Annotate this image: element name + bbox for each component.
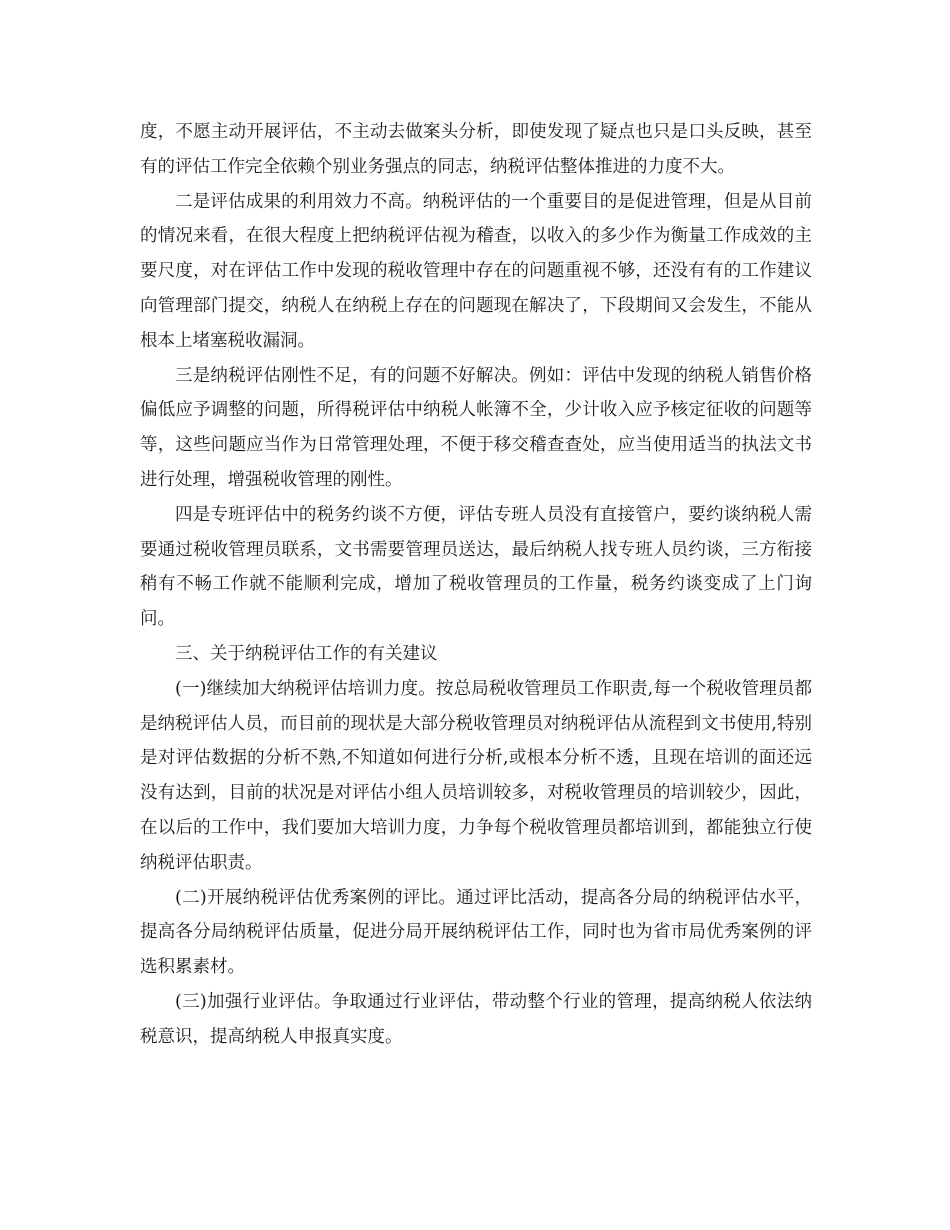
paragraph-point-four: 四是专班评估中的税务约谈不方便，评估专班人员没有直接管户，要约谈纳税人需要通过税收管理员联系，文书需要管理员送达，最后纳税人找专班人员约谈，三方衔接稍有不畅工作就不能顺利完成，增加了税收管理员的工作量，税务约谈变成了上门询问。 bbox=[140, 504, 812, 630]
paragraph-continuation: 度，不愿主动开展评估，不主动去做案头分析，即使发现了疑点也只是口头反映，甚至有的评估工作完全依赖个别业务强点的同志，纳税评估整体推进的力度不大。 bbox=[140, 122, 812, 177]
paragraph-suggestion-one: (一)继续加大纳税评估培训力度。按总局税收管理员工作职责,每一个税收管理员都是纳税评估人员，而目前的现状是大部分税收管理员对纳税评估从流程到文书使用,特别是对评估数据的分析不熟,不知道如何进行分析,或根本分析不透，且现在培训的面还远没有达到，目前的状况是对评估小组人员培训较多，对税收管理员的培训较少，因此，在以后的工作中，我们要加大培训力度，力争每个税收管理员都培训到，都能独立行使纳税评估职责。 bbox=[140, 678, 812, 873]
section-heading-suggestions: 三、关于纳税评估工作的有关建议 bbox=[175, 643, 438, 664]
paragraph-suggestion-three: (三)加强行业评估。争取通过行业评估，带动整个行业的管理，提高纳税人依法纳税意识，提高纳税人申报真实度。 bbox=[140, 991, 812, 1047]
paragraph-point-three: 三是纳税评估刚性不足，有的问题不好解决。例如：评估中发现的纳税人销售价格偏低应予调整的问题，所得税评估中纳税人帐簿不全，少计收入应予核定征收的问题等等，这些问题应当作为日常管理处理，不便于移交稽查查处，应当使用适当的执法文书进行处理，增强税收管理的刚性。 bbox=[140, 365, 812, 490]
document-body bbox=[140, 115, 812, 1055]
paragraph-point-two: 二是评估成果的利用效力不高。纳税评估的一个重要目的是促进管理，但是从目前的情况来看，在很大程度上把纳税评估视为稽查，以收入的多少作为衡量工作成效的主要尺度，对在评估工作中发现的税收管理中存在的问题重视不够，还没有有的工作建议向管理部门提交，纳税人在纳税上存在的问题现在解决了，下段期间又会发生，不能从根本上堵塞税收漏洞。 bbox=[140, 191, 812, 351]
paragraph-suggestion-two: (二)开展纳税评估优秀案例的评比。通过评比活动，提高各分局的纳税评估水平，提高各分局纳税评估质量，促进分局开展纳税评估工作，同时也为省市局优秀案例的评选积累素材。 bbox=[140, 887, 812, 978]
